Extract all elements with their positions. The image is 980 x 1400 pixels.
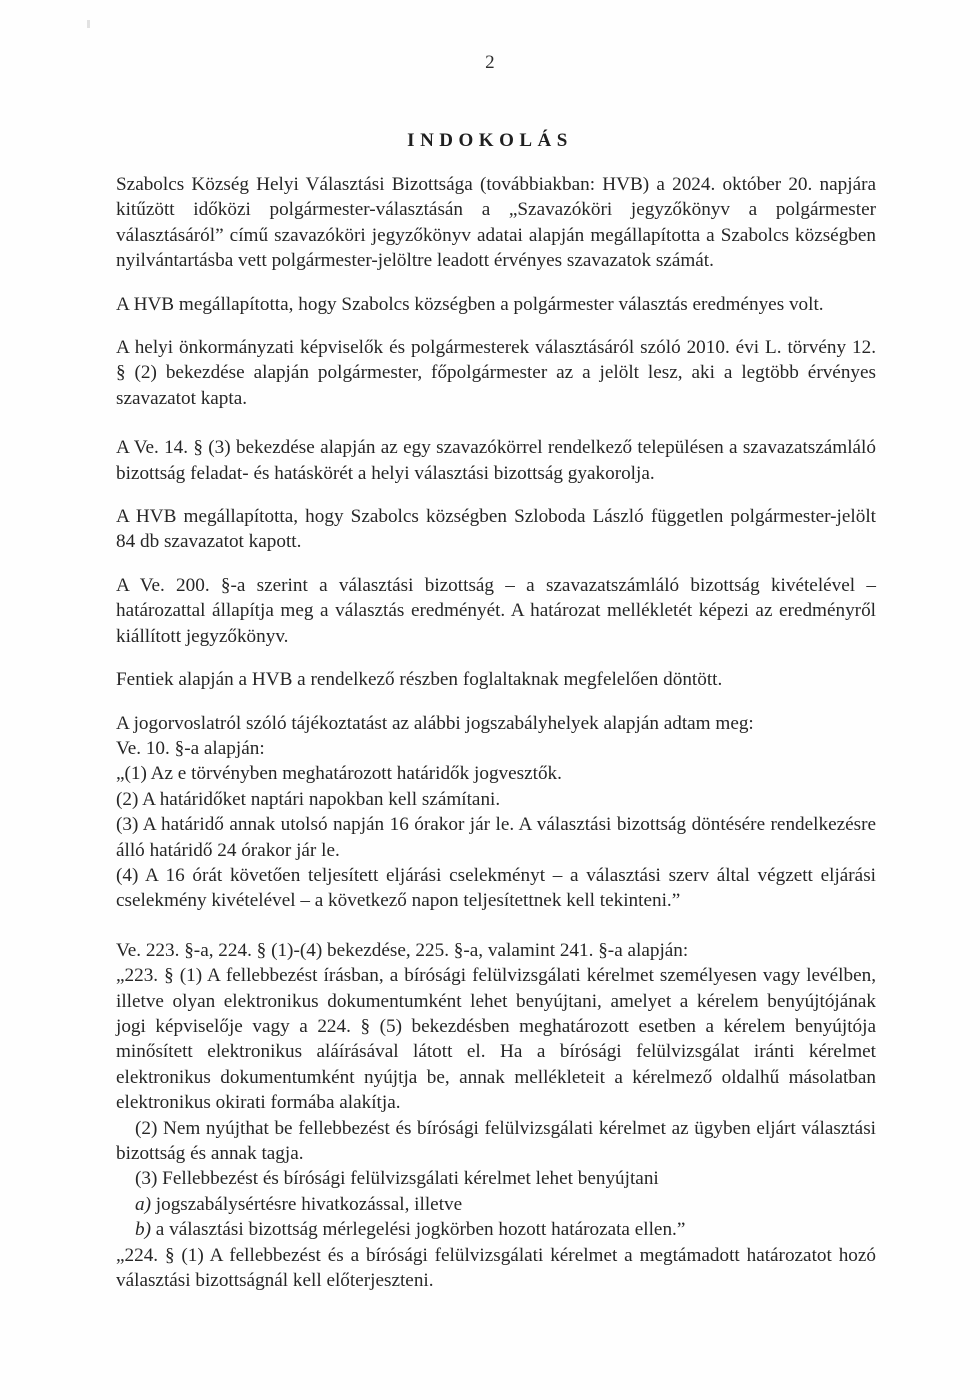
paragraph-spacer — [116, 274, 876, 292]
paragraph-spacer — [116, 486, 876, 504]
paragraph-ve-10-2: (2) A határidőket naptári napokban kell számítani. — [116, 788, 501, 810]
list-marker-a: a) — [135, 1193, 151, 1215]
paragraph-ve-223-heading: Ve. 223. §-a, 224. § (1)-(4) bekezdése, 225. §-a, valamint 241. §-a alapján: — [116, 939, 689, 961]
page-title: INDOKOLÁS — [407, 130, 573, 151]
remedy-info-block — [116, 711, 876, 914]
paragraph-remedy-intro: A jogorvoslatról szóló tájékoztatást az alábbi jogszabályhelyek alapján adtam meg: — [116, 712, 754, 734]
document-body — [116, 172, 876, 1293]
paragraph-spacer — [116, 693, 876, 711]
appeal-rules-block — [116, 938, 876, 1294]
paragraph-ve-223-1: „223. § (1) A fellebbezést írásban, a bírósági felülvizsgálati kérelmet személyesen vagy levélben, illetve olyan elektronikus dokumentumként lehet benyújtani, amelyet a kérelem benyújtójának jogi képviselője vagy a 224. § (5) bekezdésben meghatározott esetben a kérelem benyújtója minősített elektronikus aláírásával látott el. Ha a bírósági felülvizsgálat iránti kérelmet elektronikus dokumentumként nyújtja be, annak mellékleteit a kérelmező oldalhű másolatban elektronikus okirati formába alakítja. — [116, 965, 876, 1114]
paragraph-ve-223-3: (3) Fellebbezést és bírósági felülvizsgálati kérelmet lehet benyújtani — [135, 1168, 659, 1190]
paragraph-ve-14: A Ve. 14. § (3) bekezdése alapján az egy szavazókörrel rendelkező településen a szavazatszámláló bizottság feladat- és hatáskörét a helyi választási bizottság gyakorolja. — [116, 437, 876, 484]
paragraph-ve-223-2: (2) Nem nyújthat be fellebbezést és bírósági felülvizsgálati kérelmet az ügyben eljárt választási bizottság és annak tagja. — [116, 1117, 876, 1164]
paragraph-ve-10-3: (3) A határidő annak utolsó napján 16 órakor jár le. A választási bizottság döntésére rendelkezésre álló határidő 24 órakor jár le. — [116, 814, 876, 861]
scan-artifact-speck — [87, 20, 90, 28]
list-text-b: a választási bizottság mérlegelési jogkörben hozott határozata ellen.” — [150, 1219, 686, 1241]
paragraph-ve-223-3b — [116, 1217, 876, 1242]
paragraph-intro-vote-count: Szabolcs Község Helyi Választási Bizottsága (továbbiakban: HVB) a 2024. október 20. napjára kitűzött időközi polgármester-választásán a „Szavazóköri jegyzőkönyv a polgármester választásáról” című szavazóköri jegyzőkönyv adatai alapján megállapította a Szabolcs községben nyilvántartásba vett polgármester-jelöltre leadott érvényes szavazatok számát. — [116, 174, 876, 272]
paragraph-spacer — [116, 649, 876, 667]
paragraph-ve-10-4: (4) A 16 órát követően teljesített eljárási cselekményt – a választási szerv által végzett eljárási cselekmény kivételével – a következő napon teljesítettnek kell tekinteni.” — [116, 864, 876, 912]
paragraph-decision-conclusion: Fentiek alapján a HVB a rendelkező részben foglaltaknak megfelelően döntött. — [116, 669, 723, 691]
paragraph-spacer — [116, 555, 876, 573]
paragraph-election-valid: A HVB megállapította, hogy Szabolcs községben a polgármester választás eredményes volt. — [116, 293, 824, 315]
paragraph-spacer — [116, 411, 876, 435]
paragraph-candidate-result: A HVB megállapította, hogy Szabolcs községben Szloboda László független polgármester-jelölt 84 db szavazatot kapott. — [116, 506, 876, 553]
paragraph-spacer — [116, 914, 876, 938]
paragraph-ve-200: A Ve. 200. §-a szerint a választási bizottság – a szavazatszámláló bizottság kivételével – határozattal állapítja meg a választás eredményét. A határozat mellékletét képezi az eredményről kiállított jegyzőkönyv. — [116, 574, 876, 647]
paragraph-law-2010-L: A helyi önkormányzati képviselők és polgármesterek választásáról szóló 2010. évi L. törvény 12. § (2) bekezdése alapján polgármester, főpolgármester az a jelölt lesz, aki a legtöbb érvényes szavazatot kapta. — [116, 337, 876, 409]
list-text-a: jogszabálysértésre hivatkozással, illetve — [150, 1193, 463, 1215]
paragraph-ve-223-3a — [116, 1192, 876, 1217]
page-number: 2 — [485, 52, 495, 73]
list-marker-b: b) — [135, 1219, 151, 1241]
paragraph-ve-10-heading: Ve. 10. §-a alapján: — [116, 737, 265, 759]
paragraph-ve-224-1: „224. § (1) A fellebbezést és a bírósági felülvizsgálati kérelmet a megtámadott határozatot hozó választási bizottságnál kell előterjeszteni. — [116, 1244, 876, 1292]
paragraph-spacer — [116, 317, 876, 335]
paragraph-ve-10-1: „(1) Az e törvényben meghatározott határidők jogvesztők. — [116, 763, 562, 785]
